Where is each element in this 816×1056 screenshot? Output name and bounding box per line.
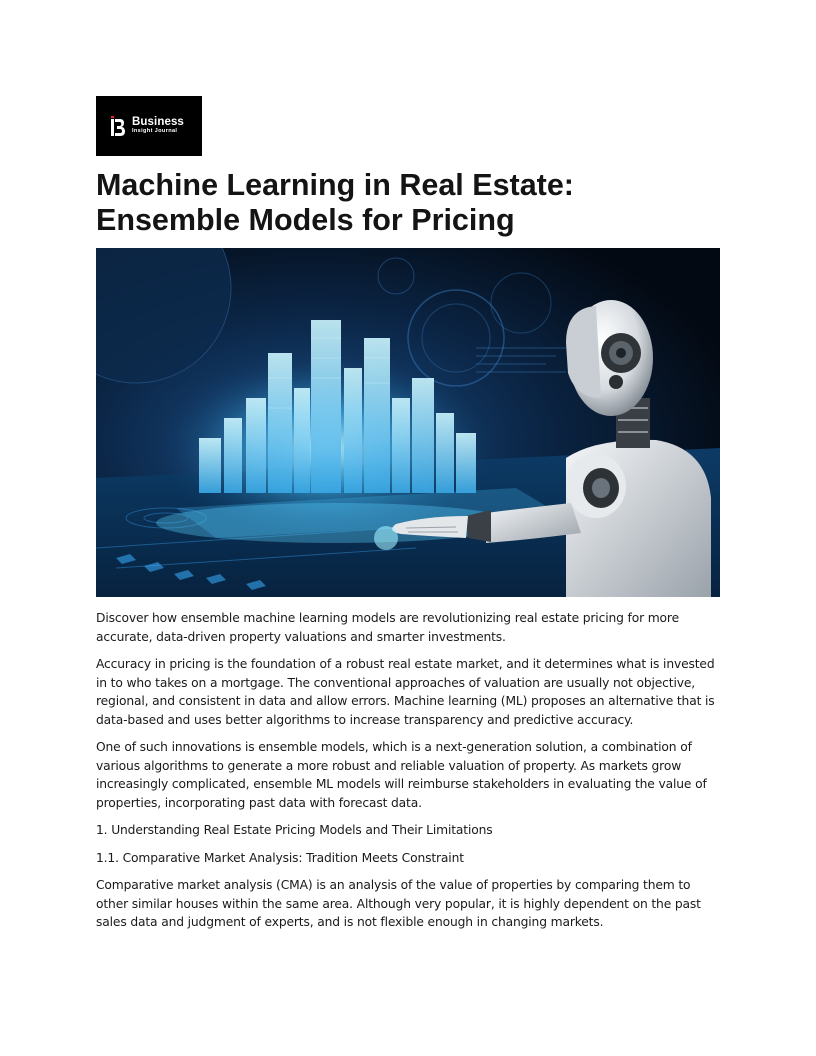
robot-holographic-city-image xyxy=(96,248,720,597)
article-paragraph: Accuracy in pricing is the foundation of a robust real estate market, and it determines what is invested in to who takes on a mortgage. The conventional approaches of valuation are usually not objective, regional, and consistent in data and allow errors. Machine learning (ML) proposes an alternative that is data-based and uses better algorithms to increase transparency and predictive accuracy. xyxy=(96,657,715,727)
brand-logo-text xyxy=(132,117,184,135)
brand-name: Business xyxy=(132,115,184,128)
article-body xyxy=(96,609,724,941)
hero-image xyxy=(96,248,720,597)
article-title-line-2: Ensemble Models for Pricing xyxy=(96,203,515,237)
article-paragraph: One of such innovations is ensemble models, which is a next-generation solution, a combination of various algorithms to generate a more robust and reliable valuation of property. As markets grow increasingly complicated, ensemble ML models will reimburse stakeholders in evaluating the value of properties, incorporating past data with forecast data. xyxy=(96,740,707,810)
subsection-heading: 1.1. Comparative Market Analysis: Tradition Meets Constraint xyxy=(96,850,464,865)
brand-logo-icon xyxy=(111,116,126,136)
brand-subtitle: Insight Journal xyxy=(132,128,178,135)
article-paragraph: Comparative market analysis (CMA) is an analysis of the value of properties by comparing them to other similar houses within the same area. Although very popular, it is highly dependent on the past sales data and judgment of experts, and is not flexible enough in changing markets. xyxy=(96,878,701,929)
article-title-line-1: Machine Learning in Real Estate: xyxy=(96,168,574,202)
section-heading: 1. Understanding Real Estate Pricing Models and Their Limitations xyxy=(96,823,493,837)
brand-logo xyxy=(96,96,202,156)
article-title xyxy=(96,168,736,238)
article-summary: Discover how ensemble machine learning models are revolutionizing real estate pricing for more accurate, data-driven property valuations and smarter investments. xyxy=(96,611,679,644)
